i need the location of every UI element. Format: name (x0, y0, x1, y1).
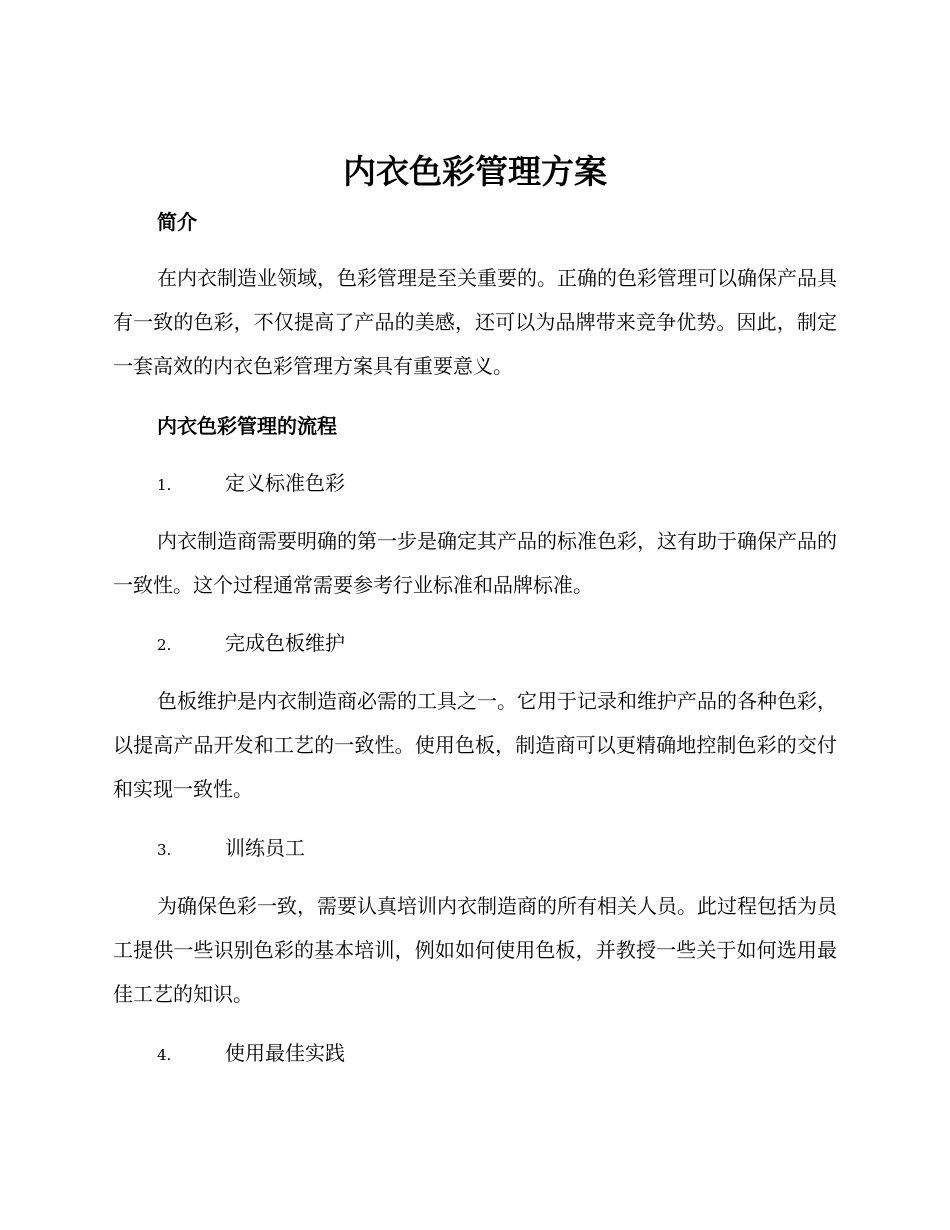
list-item-step-1 (157, 469, 345, 499)
step-1-paragraph: 内衣制造商需要明确的第一步是确定其产品的标准色彩，这有助于确保产品的一致性。这个过程通常需要参考行业标准和品牌标准。 (113, 529, 837, 597)
list-number: 4. (157, 1046, 172, 1064)
step-3-paragraph: 为确保色彩一致，需要认真培训内衣制造商的所有相关人员。此过程包括为员工提供一些识别色彩的基本培训，例如如何使用色板，并教授一些关于如何选用最佳工艺的知识。 (113, 894, 837, 1006)
document-title: 内衣色彩管理方案 (343, 152, 607, 191)
section-heading-process: 内衣色彩管理的流程 (157, 414, 337, 438)
list-item-step-4 (157, 1039, 345, 1069)
section-heading-intro: 简介 (157, 210, 197, 234)
list-item-step-2 (157, 629, 345, 659)
list-label: 使用最佳实践 (225, 1041, 345, 1065)
list-number: 1. (157, 476, 172, 494)
list-number: 3. (157, 841, 172, 859)
list-number: 2. (157, 636, 172, 654)
intro-paragraph: 在内衣制造业领域，色彩管理是至关重要的。正确的色彩管理可以确保产品具有一致的色彩，不仅提高了产品的美感，还可以为品牌带来竞争优势。因此，制定一套高效的内衣色彩管理方案具有重要意义。 (113, 266, 837, 378)
step-2-paragraph: 色板维护是内衣制造商必需的工具之一。它用于记录和维护产品的各种色彩，以提高产品开发和工艺的一致性。使用色板，制造商可以更精确地控制色彩的交付和实现一致性。 (113, 689, 837, 801)
list-label: 定义标准色彩 (225, 471, 345, 495)
list-item-step-3 (157, 834, 305, 864)
list-label: 完成色板维护 (225, 631, 345, 655)
list-label: 训练员工 (225, 836, 305, 860)
